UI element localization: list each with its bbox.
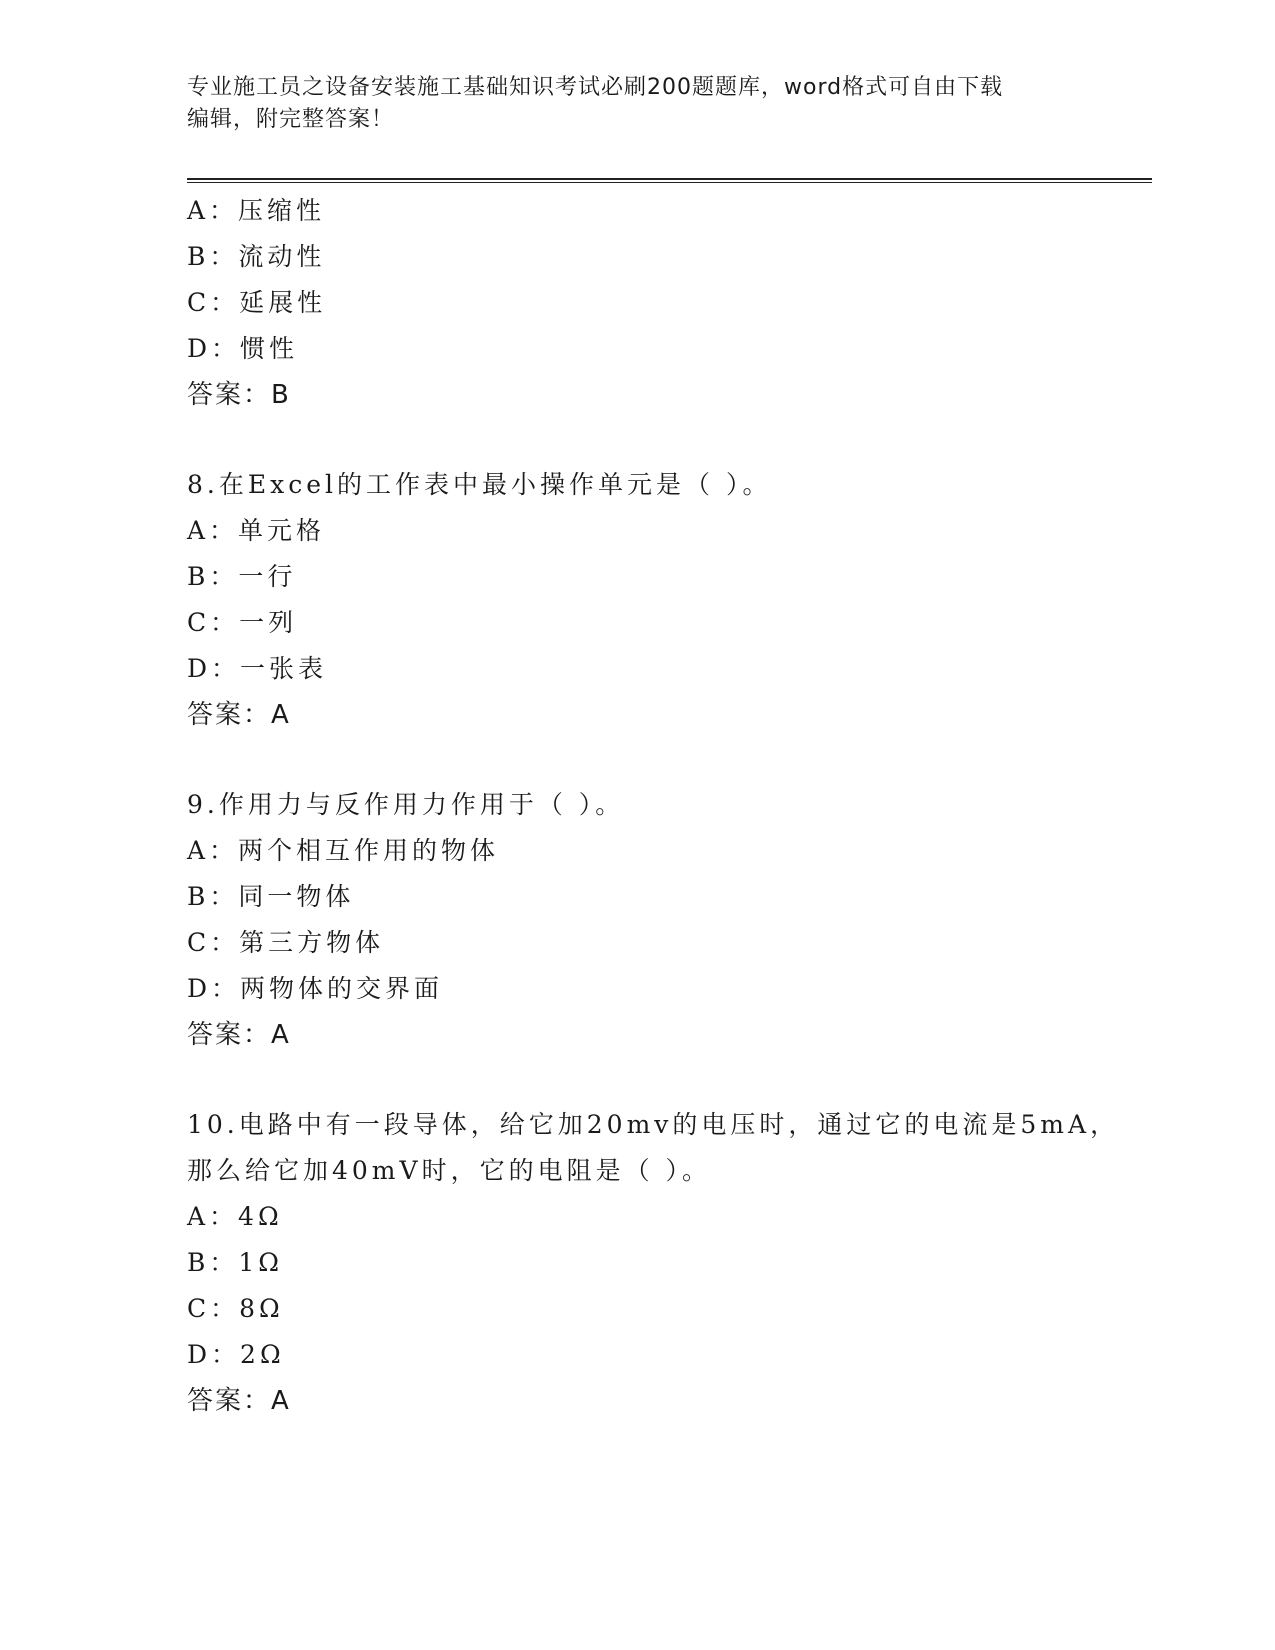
answer: 答案：A [187, 1020, 291, 1050]
option-a: A：两个相互作用的物体 [187, 836, 500, 865]
question-7-continued [187, 188, 1147, 418]
option-b: B：流动性 [187, 242, 326, 271]
option-a: A：4Ω [187, 1202, 283, 1231]
option-d: D：2Ω [187, 1340, 285, 1369]
document-header [187, 72, 1067, 136]
question-10 [187, 1102, 1147, 1424]
option-d: D：惯性 [187, 334, 299, 363]
question-9 [187, 782, 1147, 1058]
header-title-line-2: 编辑，附完整答案！ [187, 107, 395, 132]
question-text: 8.在Excel的工作表中最小操作单元是（ ）。 [187, 470, 772, 499]
option-a: A：单元格 [187, 516, 326, 545]
question-text: 9.作用力与反作用力作用于（ ）。 [187, 790, 625, 819]
option-c: C：第三方物体 [187, 928, 385, 957]
option-a: A：压缩性 [187, 196, 326, 225]
question-text-line-1: 10.电路中有一段导体，给它加20mv的电压时，通过它的电流是5mA， [187, 1110, 1120, 1139]
option-d: D：一张表 [187, 654, 328, 683]
option-b: B：一行 [187, 562, 297, 591]
answer: 答案：A [187, 700, 291, 730]
question-list [187, 188, 1147, 1424]
question-8 [187, 462, 1147, 738]
option-c: C：一列 [187, 608, 298, 637]
header-title-line-1: 专业施工员之设备安装施工基础知识考试必刷200题题库，word格式可自由下载 [187, 75, 1004, 100]
answer: 答案：B [187, 380, 291, 410]
option-d: D：两物体的交界面 [187, 974, 444, 1003]
header-divider [187, 178, 1152, 183]
option-c: C：8Ω [187, 1294, 284, 1323]
option-b: B：同一物体 [187, 882, 355, 911]
option-c: C：延展性 [187, 288, 327, 317]
question-text-line-2: 那么给它加40mV时，它的电阻是（ ）。 [187, 1156, 712, 1185]
answer: 答案：A [187, 1386, 291, 1416]
option-b: B：1Ω [187, 1248, 284, 1277]
